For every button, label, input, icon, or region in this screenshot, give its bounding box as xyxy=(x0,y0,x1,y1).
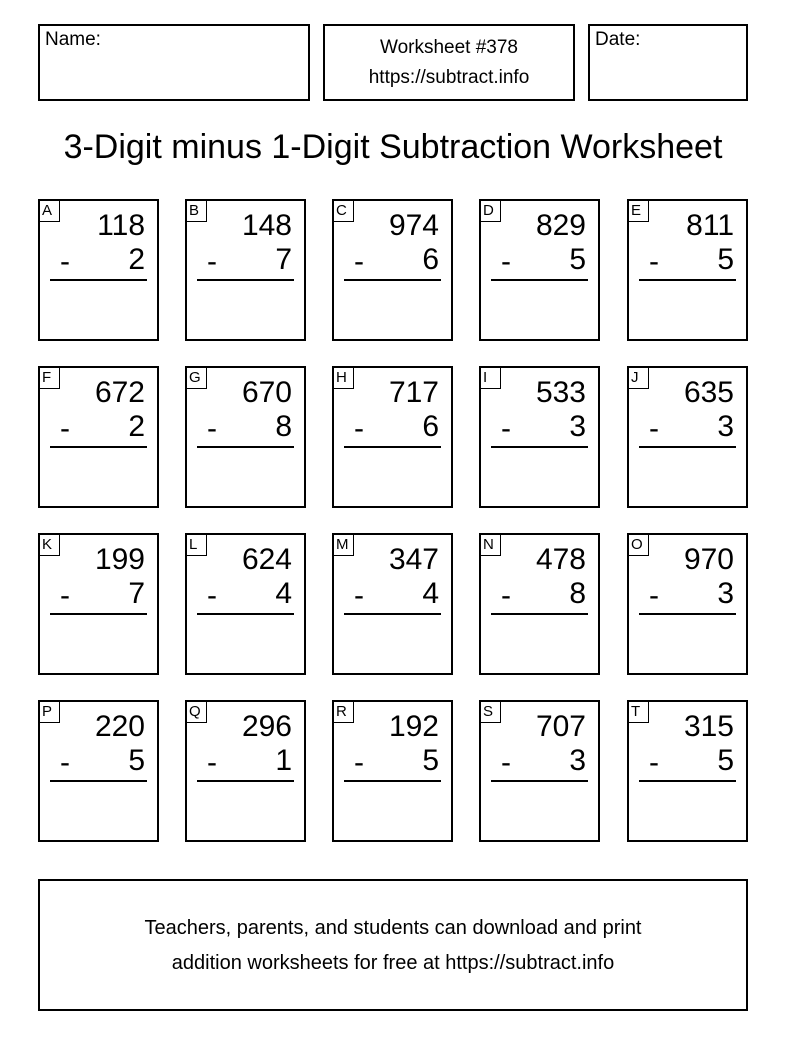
problem-label: C xyxy=(333,200,354,222)
problem-label: B xyxy=(186,200,207,222)
page-title: 3-Digit minus 1-Digit Subtraction Worksheet xyxy=(63,128,723,166)
date-field-box[interactable] xyxy=(588,24,748,101)
problem-label: L xyxy=(186,534,207,556)
subtrahend: 3 xyxy=(569,410,586,443)
minuend: 624 xyxy=(241,543,292,576)
subtrahend: 3 xyxy=(717,577,734,610)
minuend: 118 xyxy=(97,209,145,242)
name-field-box[interactable] xyxy=(38,24,310,101)
subtrahend: 2 xyxy=(128,243,145,276)
subtrahend: 1 xyxy=(275,744,292,777)
answer-line xyxy=(639,446,736,448)
answer-line xyxy=(344,780,441,782)
minus-sign: - xyxy=(207,579,217,612)
problem-label: R xyxy=(333,701,354,723)
worksheet-info-box xyxy=(323,24,575,101)
minus-sign: - xyxy=(207,245,217,278)
minus-sign: - xyxy=(354,412,364,445)
minuend: 811 xyxy=(686,209,734,242)
problem-label: Q xyxy=(186,701,207,723)
answer-line xyxy=(491,780,588,782)
answer-line xyxy=(491,446,588,448)
problem-card xyxy=(185,700,306,842)
minus-sign: - xyxy=(354,579,364,612)
answer-line xyxy=(344,446,441,448)
problem-card xyxy=(479,199,600,341)
minuend: 970 xyxy=(683,543,734,576)
problem-label: M xyxy=(333,534,354,556)
footer-text-line-1: Teachers, parents, and students can download and print xyxy=(144,917,642,939)
minus-sign: - xyxy=(207,746,217,779)
subtrahend: 8 xyxy=(569,577,586,610)
problem-label: K xyxy=(39,534,60,556)
problem-label: N xyxy=(480,534,501,556)
minus-sign: - xyxy=(354,746,364,779)
problem-label: I xyxy=(480,367,501,389)
problem-card xyxy=(627,533,748,675)
minuend: 192 xyxy=(388,710,439,743)
subtrahend: 5 xyxy=(128,744,145,777)
problem-card xyxy=(185,533,306,675)
footer-note xyxy=(38,879,748,1011)
minuend: 533 xyxy=(535,376,586,409)
minuend: 199 xyxy=(94,543,145,576)
minus-sign: - xyxy=(649,579,659,612)
problem-label: J xyxy=(628,367,649,389)
problem-label: E xyxy=(628,200,649,222)
answer-line xyxy=(639,613,736,615)
answer-line xyxy=(639,279,736,281)
problem-card xyxy=(332,700,453,842)
footer-text-line-2: addition worksheets for free at https://subtract.info xyxy=(171,952,615,974)
subtrahend: 8 xyxy=(275,410,292,443)
answer-line xyxy=(50,279,147,281)
problem-label: A xyxy=(39,200,60,222)
subtrahend: 4 xyxy=(422,577,439,610)
answer-line xyxy=(50,613,147,615)
minuend: 478 xyxy=(535,543,586,576)
subtrahend: 5 xyxy=(422,744,439,777)
answer-line xyxy=(50,780,147,782)
minuend: 296 xyxy=(241,710,292,743)
problem-card xyxy=(627,199,748,341)
worksheet-number: Worksheet #378 xyxy=(379,37,518,58)
minuend: 315 xyxy=(683,710,734,743)
problem-label: P xyxy=(39,701,60,723)
subtrahend: 5 xyxy=(717,744,734,777)
answer-line xyxy=(197,279,294,281)
subtrahend: 4 xyxy=(275,577,292,610)
subtrahend: 3 xyxy=(717,410,734,443)
minuend: 974 xyxy=(388,209,439,242)
minus-sign: - xyxy=(60,245,70,278)
problem-card xyxy=(479,366,600,508)
problem-card xyxy=(38,366,159,508)
minus-sign: - xyxy=(649,245,659,278)
answer-line xyxy=(197,446,294,448)
answer-line xyxy=(344,279,441,281)
problem-card xyxy=(479,700,600,842)
minus-sign: - xyxy=(649,412,659,445)
minuend: 672 xyxy=(94,376,145,409)
worksheet-url: https://subtract.info xyxy=(368,67,530,88)
problem-card xyxy=(38,700,159,842)
problem-card xyxy=(38,533,159,675)
problem-card xyxy=(185,366,306,508)
problem-label: G xyxy=(186,367,207,389)
problem-card xyxy=(627,700,748,842)
problem-card xyxy=(185,199,306,341)
minus-sign: - xyxy=(501,579,511,612)
minus-sign: - xyxy=(501,412,511,445)
minus-sign: - xyxy=(60,412,70,445)
problem-card xyxy=(479,533,600,675)
date-label: Date: xyxy=(595,29,641,50)
subtrahend: 5 xyxy=(717,243,734,276)
minuend: 829 xyxy=(535,209,586,242)
minuend: 347 xyxy=(388,543,439,576)
problem-card xyxy=(332,366,453,508)
problem-card xyxy=(38,199,159,341)
minus-sign: - xyxy=(501,746,511,779)
minus-sign: - xyxy=(354,245,364,278)
problem-card xyxy=(332,533,453,675)
problem-label: H xyxy=(333,367,354,389)
problem-label: O xyxy=(628,534,649,556)
minus-sign: - xyxy=(501,245,511,278)
problem-label: S xyxy=(480,701,501,723)
answer-line xyxy=(197,613,294,615)
minuend: 220 xyxy=(94,710,145,743)
subtrahend: 3 xyxy=(569,744,586,777)
minus-sign: - xyxy=(649,746,659,779)
problem-label: T xyxy=(628,701,649,723)
minuend: 707 xyxy=(535,710,586,743)
name-label: Name: xyxy=(45,29,101,50)
answer-line xyxy=(491,279,588,281)
answer-line xyxy=(197,780,294,782)
problem-card xyxy=(332,199,453,341)
subtrahend: 6 xyxy=(422,243,439,276)
subtrahend: 7 xyxy=(128,577,145,610)
subtrahend: 7 xyxy=(275,243,292,276)
minuend: 717 xyxy=(388,376,439,409)
problem-label: D xyxy=(480,200,501,222)
minuend: 670 xyxy=(241,376,292,409)
minus-sign: - xyxy=(60,579,70,612)
answer-line xyxy=(50,446,147,448)
problem-label: F xyxy=(39,367,60,389)
minus-sign: - xyxy=(60,746,70,779)
answer-line xyxy=(344,613,441,615)
subtrahend: 5 xyxy=(569,243,586,276)
minus-sign: - xyxy=(207,412,217,445)
answer-line xyxy=(491,613,588,615)
minuend: 148 xyxy=(241,209,292,242)
minuend: 635 xyxy=(683,376,734,409)
problem-card xyxy=(627,366,748,508)
answer-line xyxy=(639,780,736,782)
subtrahend: 6 xyxy=(422,410,439,443)
subtrahend: 2 xyxy=(128,410,145,443)
